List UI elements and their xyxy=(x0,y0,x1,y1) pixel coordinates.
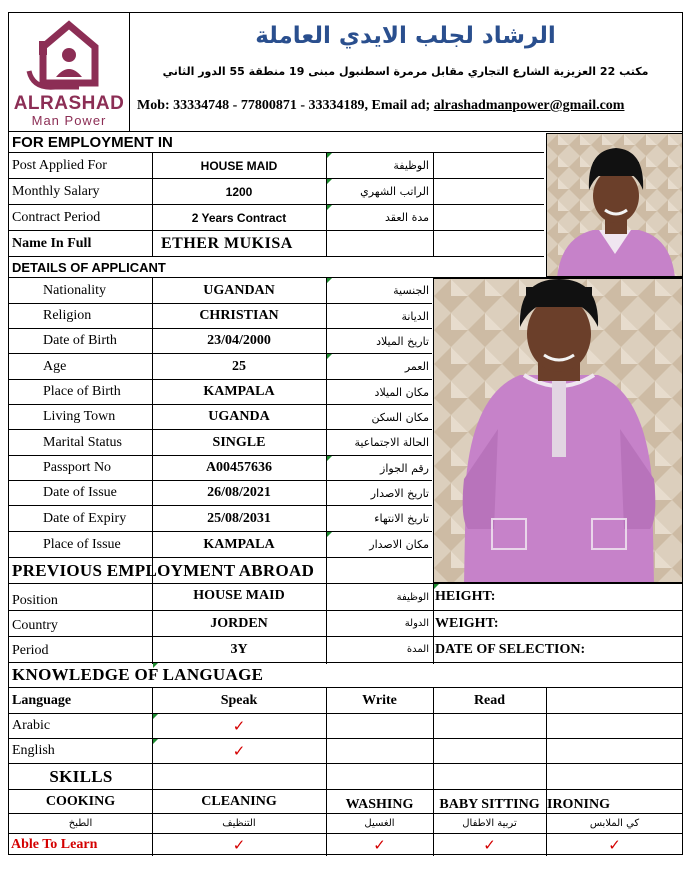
period-label-ar: المدة xyxy=(406,644,429,655)
language-heading: KNOWLEDGE OF LANGUAGE xyxy=(12,665,264,684)
ironing-check-icon: ✓ xyxy=(608,836,621,854)
skill-washing-ar: الغسيل xyxy=(364,818,395,829)
skill-cooking: COOKING xyxy=(45,793,116,809)
post-value: HOUSE MAID xyxy=(200,158,278,173)
marital-value: SINGLE xyxy=(212,434,266,450)
expiry-label-ar: تاريخ الانتهاء xyxy=(374,512,429,525)
period-value: 3Y xyxy=(230,641,248,657)
position-label-ar: الوظيفة xyxy=(396,591,429,603)
skill-baby-sitting-ar: تربية الاطفال xyxy=(462,818,517,829)
logo-subtext: Man Power xyxy=(31,113,107,128)
issue-place-label-ar: مكان الاصدار xyxy=(369,538,429,551)
marital-label-ar: الحالة الاجتماعية xyxy=(354,436,429,449)
contact-line xyxy=(137,98,624,114)
applicant-portrait-photo xyxy=(546,133,683,277)
name-value: ETHER MUKISA xyxy=(161,234,293,252)
language-col-label: Language xyxy=(12,692,72,708)
country-value: JORDEN xyxy=(210,615,268,631)
expiry-value: 25/08/2031 xyxy=(207,510,271,526)
dob-value: 23/04/2000 xyxy=(207,333,271,348)
contact-numbers: Mob: 33334748 - 77800871 - 33334189, Email ad; xyxy=(137,98,434,113)
able-to-learn-label: Able To Learn xyxy=(11,837,98,852)
weight-label: WEIGHT: xyxy=(435,615,499,631)
religion-value: CHRISTIAN xyxy=(199,308,279,323)
issue-date-label: Date of Issue xyxy=(43,485,117,500)
skill-ironing: IRONING xyxy=(547,796,611,812)
english-label: English xyxy=(12,743,55,758)
name-label: Name In Full xyxy=(12,235,92,251)
pob-label-ar: مكان الميلاد xyxy=(374,385,429,399)
contract-value: 2 Years Contract xyxy=(191,210,287,225)
passport-label: Passport No xyxy=(43,460,112,475)
details-heading: DETAILS OF APPLICANT xyxy=(12,259,166,275)
company-name-arabic: الرشاد لجلب الايدي العاملة xyxy=(255,23,556,49)
arabic-speak-check-icon: ✓ xyxy=(232,717,246,735)
skill-ironing-ar: كي الملابس xyxy=(589,818,640,829)
logo-text: ALRASHAD xyxy=(13,93,125,114)
previous-heading: PREVIOUS EMPLOYMENT ABROAD xyxy=(12,560,315,580)
living-town-value: UGANDA xyxy=(208,409,270,424)
selection-date-label: DATE OF SELECTION: xyxy=(435,641,586,657)
position-value: HOUSE MAID xyxy=(193,588,285,603)
age-value: 25 xyxy=(232,358,246,374)
washing-check-icon: ✓ xyxy=(373,836,386,854)
english-speak-check-icon: ✓ xyxy=(232,742,246,760)
period-label: Period xyxy=(12,643,49,658)
employment-heading: FOR EMPLOYMENT IN xyxy=(12,133,173,151)
issue-place-label: Place of Issue xyxy=(43,536,121,552)
nationality-value: UGANDAN xyxy=(203,282,275,298)
pob-label: Place of Birth xyxy=(43,384,121,399)
skill-cooking-ar: الطبخ xyxy=(68,818,93,829)
age-label-ar: العمر xyxy=(404,360,429,373)
position-label: Position xyxy=(12,592,58,608)
application-form xyxy=(8,12,683,855)
age-label: Age xyxy=(43,358,67,374)
skill-baby-sitting: BABY SITTING xyxy=(439,796,540,812)
issue-date-value: 26/08/2021 xyxy=(207,485,271,500)
nationality-label-ar: الجنسية xyxy=(393,284,429,297)
speak-col-label: Speak xyxy=(220,692,258,708)
baby-sitting-check-icon: ✓ xyxy=(483,836,496,854)
company-logo xyxy=(9,13,129,131)
skill-cleaning-ar: التنظيف xyxy=(222,818,256,829)
contract-label-ar: مدة العقد xyxy=(385,211,429,224)
contact-email[interactable]: alrashadmanpower@gmail.com xyxy=(433,98,625,113)
post-label: Post Applied For xyxy=(12,157,107,173)
country-label-ar: الدولة xyxy=(404,618,429,629)
arabic-label: Arabic xyxy=(12,718,51,733)
dob-label: Date of Birth xyxy=(43,333,117,348)
write-col-label: Write xyxy=(362,692,397,708)
country-label: Country xyxy=(12,617,58,633)
skill-cleaning: CLEANING xyxy=(201,793,277,809)
skills-heading: SKILLS xyxy=(49,766,113,786)
dob-label-ar: تاريخ الميلاد xyxy=(376,334,429,348)
applicant-full-photo xyxy=(433,278,683,583)
issue-place-value: KAMPALA xyxy=(203,536,275,552)
living-town-label-ar: مكان السكن xyxy=(371,410,429,424)
salary-value: 1200 xyxy=(225,184,253,199)
height-label: HEIGHT: xyxy=(435,589,496,604)
skill-washing: WASHING xyxy=(345,796,414,812)
post-label-ar: الوظيفة xyxy=(393,159,429,172)
contract-label: Contract Period xyxy=(12,209,101,225)
nationality-label: Nationality xyxy=(43,282,106,298)
religion-label: Religion xyxy=(43,308,92,323)
marital-label: Marital Status xyxy=(43,434,122,450)
read-col-label: Read xyxy=(473,692,506,708)
issue-date-label-ar: تاريخ الاصدار xyxy=(370,486,429,500)
pob-value: KAMPALA xyxy=(203,384,275,399)
salary-label: Monthly Salary xyxy=(12,183,100,199)
salary-label-ar: الراتب الشهري xyxy=(360,185,429,198)
passport-label-ar: رقم الجواز xyxy=(380,461,429,475)
company-address-arabic: مكتب 22 العزيزية الشارع التجاري مقابل مرمرة اسطنبول مبنى 19 منطقة 55 الدور الثاني xyxy=(162,65,649,78)
passport-value: A00457636 xyxy=(205,460,273,475)
religion-label-ar: الديانة xyxy=(401,309,429,323)
living-town-label: Living Town xyxy=(43,409,116,424)
expiry-label: Date of Expiry xyxy=(43,510,127,526)
cleaning-check-icon: ✓ xyxy=(232,836,246,854)
